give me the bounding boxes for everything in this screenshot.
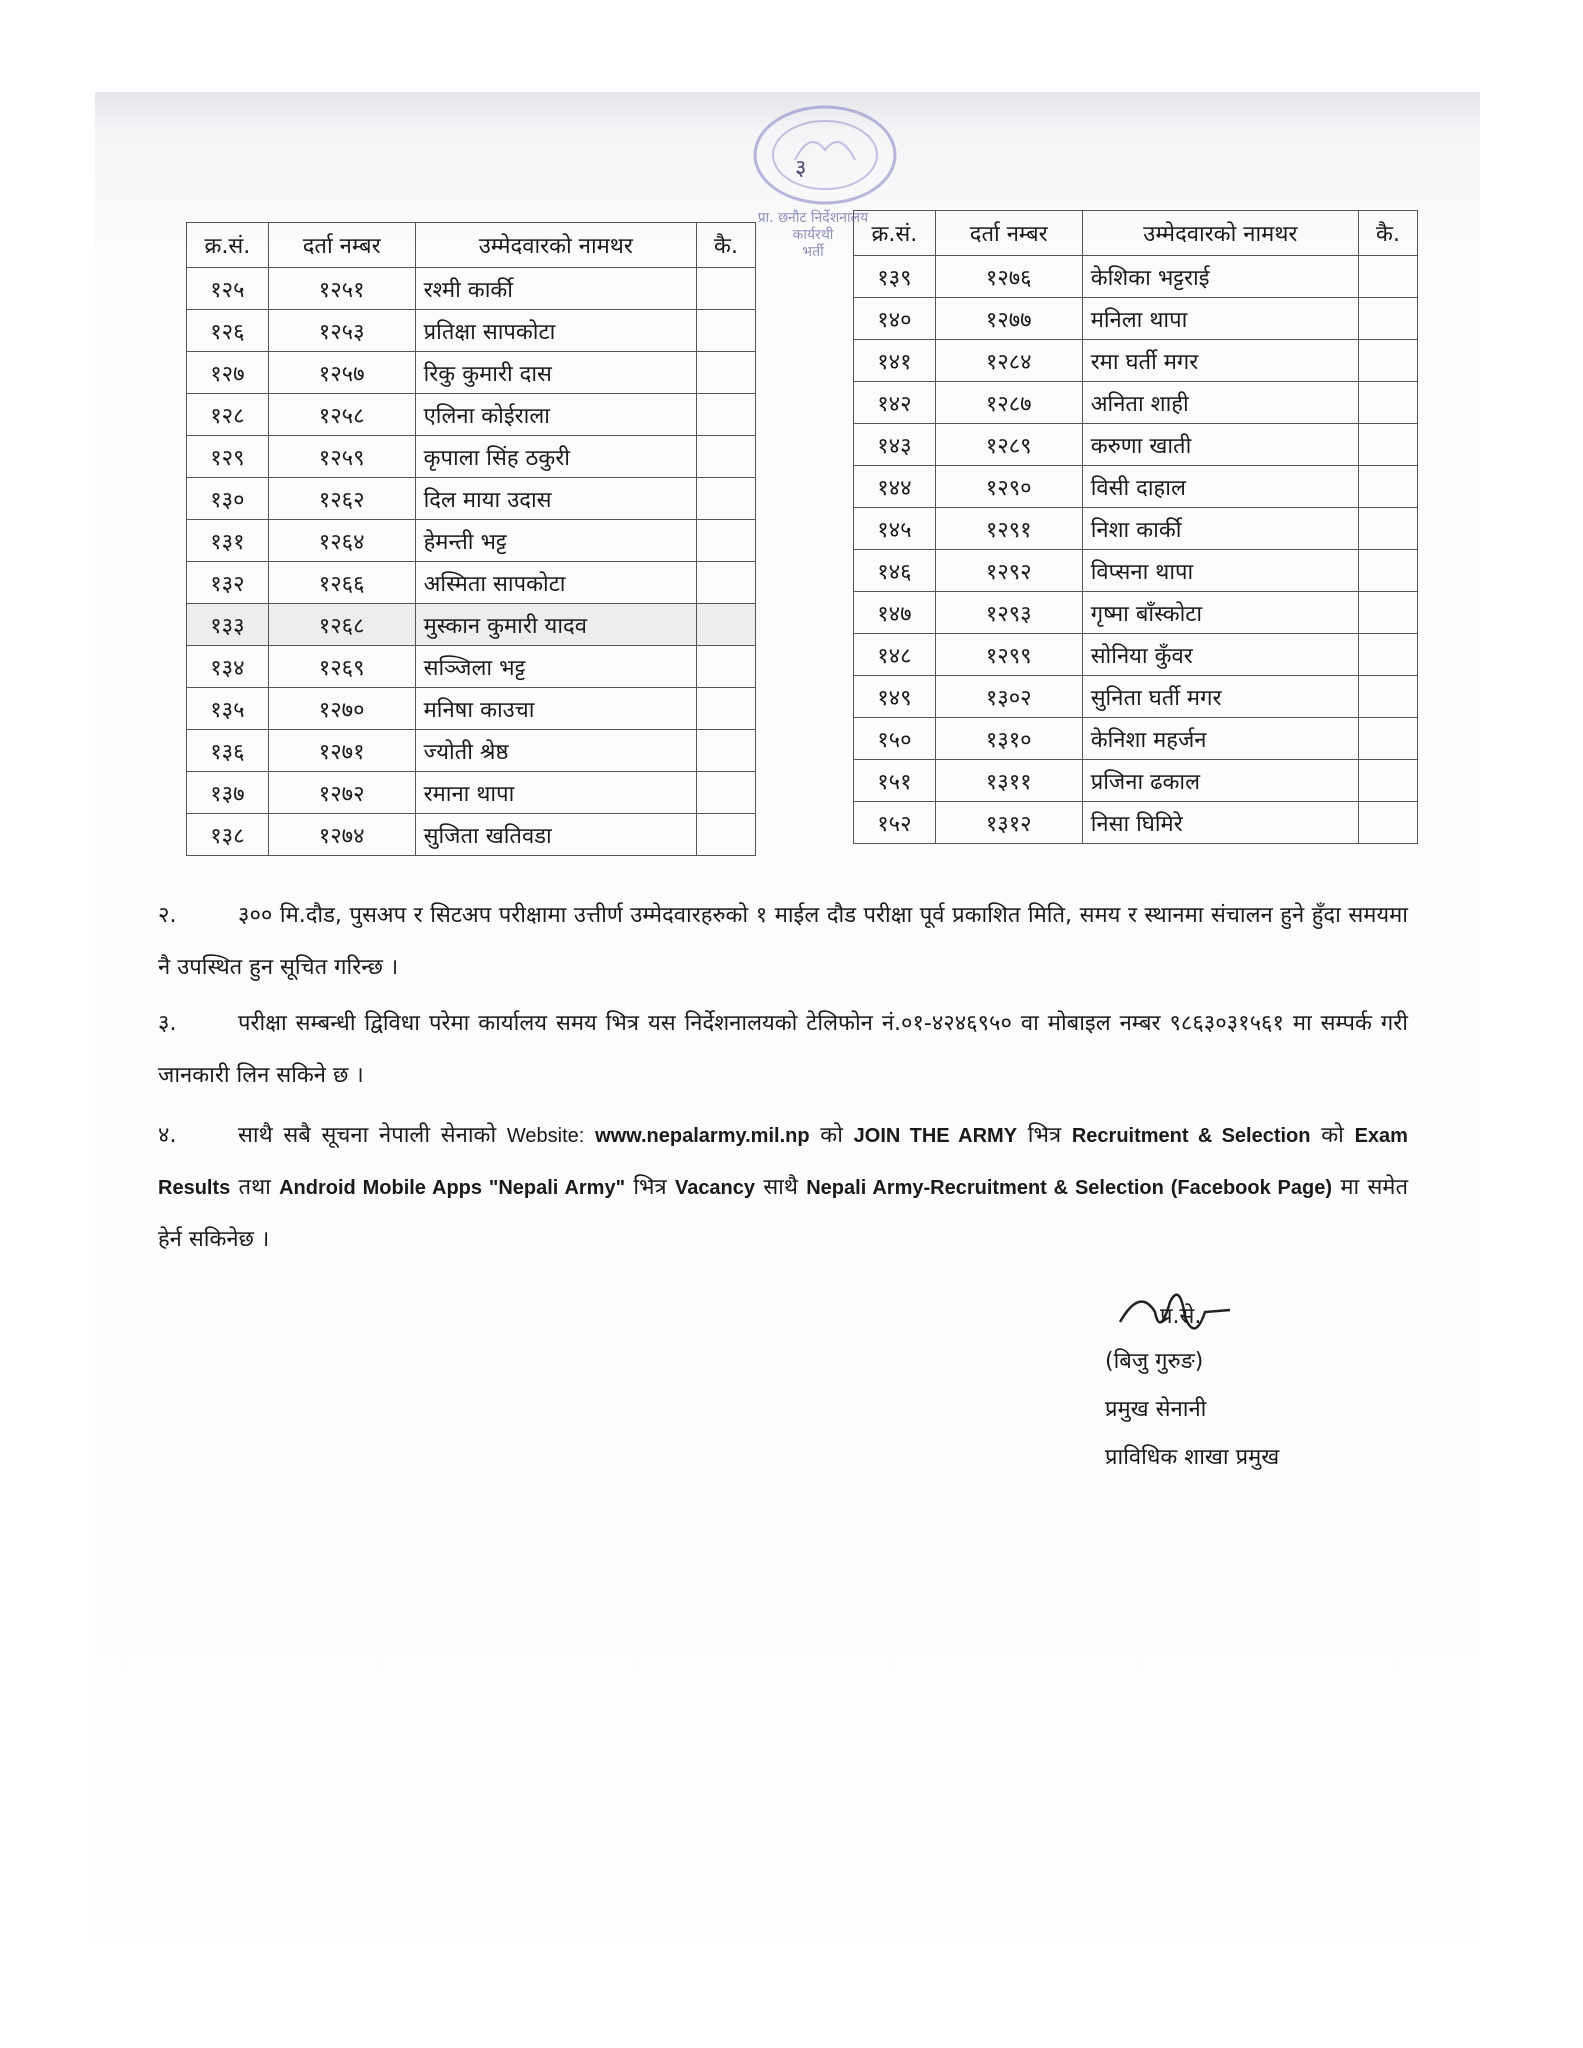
table-row <box>187 352 756 394</box>
table-row <box>854 592 1418 634</box>
cell-registration: १२५३ <box>268 310 415 352</box>
stamp-line: प्रा. छनौट निर्देशनालय <box>757 210 869 226</box>
paragraph-text: साथै <box>763 1175 798 1200</box>
cell-remarks <box>1358 424 1417 466</box>
cell-remarks <box>1358 466 1417 508</box>
table-header-row <box>854 211 1418 256</box>
cell-registration: १२५८ <box>268 394 415 436</box>
cell-registration: १२९२ <box>935 550 1082 592</box>
cell-serial: १४२ <box>854 382 936 424</box>
signatory-rank: प्रमुख सेनानी <box>1105 1397 1207 1422</box>
table-row <box>187 646 756 688</box>
cell-name: गृष्मा बाँस्कोटा <box>1082 592 1358 634</box>
paragraph-text: साथै सबै सूचना नेपाली सेनाको <box>238 1123 497 1148</box>
cell-registration: १२७४ <box>268 814 415 856</box>
cell-registration: १३११ <box>935 760 1082 802</box>
paragraph-text: मा समेत हेर्न सकिनेछ । <box>158 1175 1409 1252</box>
cell-remarks <box>1358 718 1417 760</box>
cell-registration: १२९३ <box>935 592 1082 634</box>
cell-registration: १२६२ <box>268 478 415 520</box>
cell-serial: १३२ <box>187 562 269 604</box>
cell-name: अस्मिता सापकोटा <box>415 562 696 604</box>
paragraph-text: भित्र <box>1027 1123 1062 1148</box>
cell-remarks <box>1358 760 1417 802</box>
cell-serial: १३९ <box>854 256 936 298</box>
cell-name: मनिला थापा <box>1082 298 1358 340</box>
cell-name: दिल माया उदास <box>415 478 696 520</box>
cell-serial: १३० <box>187 478 269 520</box>
cell-name: विसी दाहाल <box>1082 466 1358 508</box>
table-row <box>854 424 1418 466</box>
cell-name: प्रजिना ढकाल <box>1082 760 1358 802</box>
cell-registration: १३१० <box>935 718 1082 760</box>
candidate-table-left <box>186 222 756 856</box>
cell-registration: १२६९ <box>268 646 415 688</box>
stamp-line: कार्यरथी <box>792 227 834 243</box>
table-row <box>187 562 756 604</box>
cell-name: निशा कार्की <box>1082 508 1358 550</box>
cell-registration: १२८७ <box>935 382 1082 424</box>
table-row <box>854 550 1418 592</box>
cell-name: रमा घर्ती मगर <box>1082 340 1358 382</box>
signatory-name: (बिजु गुरुङ) <box>1105 1349 1204 1374</box>
cell-remarks <box>1358 550 1417 592</box>
cell-serial: १४९ <box>854 676 936 718</box>
cell-serial: १५१ <box>854 760 936 802</box>
paragraph-2 <box>158 890 1408 994</box>
table-row <box>187 310 756 352</box>
cell-serial: १३७ <box>187 772 269 814</box>
table-row <box>854 718 1418 760</box>
cell-serial: १३४ <box>187 646 269 688</box>
cell-registration: १२७० <box>268 688 415 730</box>
col-header-name: उम्मेदवारको नामथर <box>415 223 696 268</box>
cell-name: केनिशा महर्जन <box>1082 718 1358 760</box>
cell-remarks <box>1358 676 1417 718</box>
cell-remarks <box>697 772 756 814</box>
cell-registration: १३०२ <box>935 676 1082 718</box>
table-row <box>187 394 756 436</box>
cell-name: रमाना थापा <box>415 772 696 814</box>
cell-name: सुनिता घर्ती मगर <box>1082 676 1358 718</box>
table-row <box>854 508 1418 550</box>
cell-registration: १२९१ <box>935 508 1082 550</box>
table-row <box>187 604 756 646</box>
cell-name: मुस्कान कुमारी यादव <box>415 604 696 646</box>
recruitment-text: Recruitment & Selection <box>1071 1125 1311 1147</box>
cell-name: एलिना कोईराला <box>415 394 696 436</box>
candidate-table-right <box>853 210 1418 844</box>
cell-serial: १३१ <box>187 520 269 562</box>
stamp-line: भर्ती <box>802 244 824 260</box>
cell-name: हेमन्ती भट्ट <box>415 520 696 562</box>
office-stamp-seal <box>740 100 910 210</box>
cell-registration: १२७७ <box>935 298 1082 340</box>
cell-remarks <box>1358 508 1417 550</box>
cell-serial: १५२ <box>854 802 936 844</box>
cell-serial: १३५ <box>187 688 269 730</box>
cell-remarks <box>697 814 756 856</box>
table-row <box>187 814 756 856</box>
col-header-reg: दर्ता नम्बर <box>268 223 415 268</box>
cell-remarks <box>1358 382 1417 424</box>
cell-serial: १४६ <box>854 550 936 592</box>
cell-serial: १२६ <box>187 310 269 352</box>
join-army-text: JOIN THE ARMY <box>853 1125 1018 1147</box>
cell-serial: १३३ <box>187 604 269 646</box>
cell-serial: १४३ <box>854 424 936 466</box>
table-row <box>187 268 756 310</box>
cell-registration: १२६४ <box>268 520 415 562</box>
cell-name: सोनिया कुँवर <box>1082 634 1358 676</box>
paragraph-text: को <box>1321 1123 1344 1148</box>
cell-serial: १३८ <box>187 814 269 856</box>
cell-remarks <box>697 604 756 646</box>
table-row <box>187 730 756 772</box>
paragraph-text: को <box>820 1123 843 1148</box>
cell-registration: १२६८ <box>268 604 415 646</box>
signatory-post: प्राविधिक शाखा प्रमुख <box>1105 1445 1280 1470</box>
cell-serial: १४१ <box>854 340 936 382</box>
cell-name: केशिका भट्टराई <box>1082 256 1358 298</box>
col-header-remarks: कै. <box>697 223 756 268</box>
col-header-sn: क्र.सं. <box>854 211 936 256</box>
cell-remarks <box>697 310 756 352</box>
cell-registration: १२५७ <box>268 352 415 394</box>
cell-remarks <box>1358 340 1417 382</box>
cell-remarks <box>1358 256 1417 298</box>
cell-serial: १४० <box>854 298 936 340</box>
cell-name: रिकु कुमारी दास <box>415 352 696 394</box>
vacancy-text: Vacancy <box>674 1177 756 1199</box>
cell-name: प्रतिक्षा सापकोटा <box>415 310 696 352</box>
cell-registration: १२६६ <box>268 562 415 604</box>
cell-remarks <box>1358 298 1417 340</box>
cell-serial: १२८ <box>187 394 269 436</box>
col-header-name: उम्मेदवारको नामथर <box>1082 211 1358 256</box>
cell-name: सञ्जिला भट्ट <box>415 646 696 688</box>
cell-name: अनिता शाही <box>1082 382 1358 424</box>
cell-registration: १३१२ <box>935 802 1082 844</box>
col-header-reg: दर्ता नम्बर <box>935 211 1082 256</box>
col-header-remarks: कै. <box>1358 211 1417 256</box>
table-row <box>854 466 1418 508</box>
table-row <box>187 688 756 730</box>
android-apps-text: Android Mobile Apps "Nepali Army" <box>279 1177 626 1199</box>
cell-serial: १३६ <box>187 730 269 772</box>
paragraph-text: परीक्षा सम्बन्धी द्विविधा परेमा कार्यालय समय भित्र यस निर्देशनालयको टेलिफोन नं.०१-४२४६९५० वा मोबाइल नम्बर ९८६३०३१५६१ मा सम्पर्क गरी जानकारी लिन सकिने छ । <box>158 1011 1408 1088</box>
table-row <box>854 340 1418 382</box>
table-header-row <box>187 223 756 268</box>
table-row <box>854 802 1418 844</box>
table-row <box>187 478 756 520</box>
cell-registration: १२८४ <box>935 340 1082 382</box>
cell-registration: १२७१ <box>268 730 415 772</box>
cell-remarks <box>697 730 756 772</box>
cell-serial: १५० <box>854 718 936 760</box>
paragraph-text: भित्र <box>633 1175 667 1200</box>
cell-name: सुजिता खतिवडा <box>415 814 696 856</box>
website-label: Website: <box>506 1125 585 1147</box>
cell-serial: १४५ <box>854 508 936 550</box>
paragraph-text: तथा <box>238 1175 271 1200</box>
table-row <box>854 256 1418 298</box>
cell-name: विप्सना थापा <box>1082 550 1358 592</box>
table-row <box>854 760 1418 802</box>
cell-serial: १४४ <box>854 466 936 508</box>
cell-registration: १२७२ <box>268 772 415 814</box>
cell-remarks <box>697 646 756 688</box>
cell-registration: १२९० <box>935 466 1082 508</box>
paragraph-number: २. <box>158 903 177 928</box>
cell-registration: १२९९ <box>935 634 1082 676</box>
cell-serial: १२७ <box>187 352 269 394</box>
table-row <box>854 676 1418 718</box>
paragraph-4 <box>158 1110 1408 1266</box>
cell-serial: १२९ <box>187 436 269 478</box>
cell-remarks <box>697 562 756 604</box>
table-row <box>187 520 756 562</box>
cell-remarks <box>697 688 756 730</box>
paragraph-number: ३. <box>158 1011 177 1036</box>
cell-name: निसा घिमिरे <box>1082 802 1358 844</box>
cell-remarks <box>697 478 756 520</box>
cell-name: ज्योती श्रेष्ठ <box>415 730 696 772</box>
cell-registration: १२५१ <box>268 268 415 310</box>
table-row <box>854 634 1418 676</box>
cell-remarks <box>1358 592 1417 634</box>
cell-serial: १२५ <box>187 268 269 310</box>
cell-name: रश्मी कार्की <box>415 268 696 310</box>
cell-remarks <box>697 352 756 394</box>
table-row <box>187 436 756 478</box>
cell-name: करुणा खाती <box>1082 424 1358 466</box>
cell-serial: १४७ <box>854 592 936 634</box>
signature-initials: प्र.से. <box>1160 1304 1202 1329</box>
paragraph-3 <box>158 998 1408 1102</box>
paragraph-text: ३०० मि.दौड, पुसअप र सिटअप परीक्षामा उत्तीर्ण उम्मेदवारहरुको १ माईल दौड परीक्षा पूर्व प्रकाशित मिति, समय र स्थानमा संचालन हुने हुँदा समयमा नै उपस्थित हुन सूचित गरिन्छ । <box>158 903 1408 980</box>
cell-name: मनिषा काउचा <box>415 688 696 730</box>
cell-registration: १२७६ <box>935 256 1082 298</box>
cell-remarks <box>1358 634 1417 676</box>
cell-name: कृपाला सिंह ठकुरी <box>415 436 696 478</box>
exam-results-text: Exam Results <box>158 1125 1408 1199</box>
cell-serial: १४८ <box>854 634 936 676</box>
table-row <box>854 382 1418 424</box>
cell-remarks <box>697 268 756 310</box>
table-row <box>187 772 756 814</box>
facebook-page-text: Nepali Army-Recruitment & Selection (Facebook Page) <box>806 1177 1333 1199</box>
cell-registration: १२८९ <box>935 424 1082 466</box>
website-link[interactable]: www.nepalarmy.mil.np <box>595 1125 810 1147</box>
cell-remarks <box>697 394 756 436</box>
page-number: ३ <box>795 156 807 181</box>
paragraph-number: ४. <box>158 1123 177 1148</box>
col-header-sn: क्र.सं. <box>187 223 269 268</box>
cell-remarks <box>697 436 756 478</box>
cell-registration: १२५९ <box>268 436 415 478</box>
cell-remarks <box>697 520 756 562</box>
cell-remarks <box>1358 802 1417 844</box>
table-row <box>854 298 1418 340</box>
